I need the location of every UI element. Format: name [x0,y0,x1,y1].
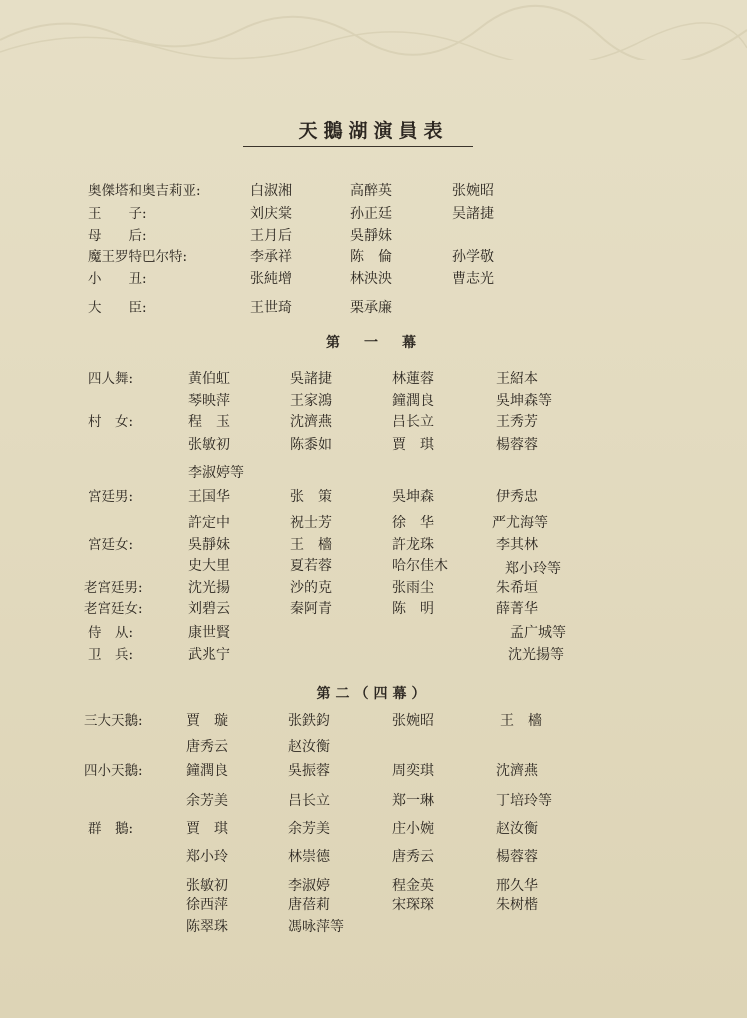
cast-name: 刘庆棠 [250,206,292,222]
cast-name: 张雨尘 [392,580,434,596]
cast-name: 夏若蓉 [290,558,332,574]
cast-name: 周奕琪 [392,763,434,779]
role-label: 侍 从: [88,625,134,641]
role-label: 宮廷女: [88,537,134,553]
cast-name: 朱树楷 [496,897,538,913]
cast-name: 王紹本 [496,371,538,387]
cast-name: 王秀芳 [496,414,538,430]
cast-name: 张 策 [290,489,332,505]
cast-name: 李淑婷 [288,878,330,894]
cast-name: 哈尔佳木 [392,558,448,574]
role-label: 卫 兵: [88,647,134,663]
cast-name: 楊蓉蓉 [496,849,538,865]
cast-name: 吳靜妹 [188,537,230,553]
cast-name: 余芳美 [186,793,228,809]
cast-name: 赵汝衡 [496,821,538,837]
cast-name: 史大里 [188,558,230,574]
cast-name: 张鉄鈞 [288,713,330,729]
cast-name: 琴映萍 [188,393,230,409]
cast-name: 庄小婉 [392,821,434,837]
cast-name: 白淑湘 [250,183,292,199]
cast-name: 賈 琪 [392,437,434,453]
cast-name: 鐘潤良 [186,763,228,779]
cast-name: 张敏初 [186,878,228,894]
cast-name: 吳坤森等 [496,393,552,409]
cast-name: 程 玉 [188,414,230,430]
role-label: 小 丑: [88,271,147,287]
cast-name: 林蓮蓉 [392,371,434,387]
cast-name: 唐蓓莉 [288,897,330,913]
cast-name: 唐秀云 [186,739,228,755]
cast-name: 秦阿青 [290,601,332,617]
role-label: 奥傑塔和奥吉莉亚: [88,183,201,199]
role-label: 四人舞: [88,371,134,387]
cast-name: 王世琦 [250,300,292,316]
cast-name: 祝士芳 [290,515,332,531]
page-title: 天鵝湖演員表 [298,120,449,142]
role-label: 四小天鵝: [84,763,143,779]
cast-name: 赵汝衡 [288,739,330,755]
cast-name: 孙正廷 [350,206,392,222]
cast-name: 沈濟燕 [496,763,538,779]
cast-name: 郑一琳 [392,793,434,809]
cast-name: 賈 璇 [186,713,228,729]
cast-name: 邢久华 [496,878,538,894]
cast-name: 許定中 [188,515,230,531]
cast-name: 丁培玲等 [496,793,552,809]
cast-name: 张婉昭 [452,183,494,199]
cast-name: 武兆宁 [188,647,230,663]
role-label: 老宮廷女: [84,601,143,617]
cast-name: 陈 明 [392,601,434,617]
role-label: 母 后: [88,228,147,244]
cast-name: 朱希垣 [496,580,538,596]
cast-name: 栗承廉 [350,300,392,316]
cast-name: 孙学敬 [452,249,494,265]
cast-name: 薛菁华 [496,601,538,617]
title-underline [243,146,473,147]
cast-name: 唐秀云 [392,849,434,865]
cast-name: 賈 琪 [186,821,228,837]
role-label: 王 子: [88,206,147,222]
cast-name: 陈翠珠 [186,919,228,935]
role-label: 大 臣: [88,300,147,316]
role-label: 群 鵝: [88,821,134,837]
cast-name: 沈光揚等 [508,647,564,663]
cast-name: 王家鴻 [290,393,332,409]
cast-name: 吳靜妹 [350,228,392,244]
cast-name: 吳坤森 [392,489,434,505]
cast-name: 郑小玲等 [505,561,561,577]
role-label: 老宮廷男: [84,580,143,596]
cast-name: 严尤海等 [492,515,548,531]
cast-name: 王国华 [188,489,230,505]
cast-name: 李其林 [496,537,538,553]
cast-name: 林泱泱 [350,271,392,287]
cast-name: 許龙珠 [392,537,434,553]
cast-name: 张婉昭 [392,713,434,729]
role-label: 三大天鵝: [84,713,143,729]
cast-name: 王 檣 [500,713,542,729]
cast-name: 鐘潤良 [392,393,434,409]
cast-name: 徐 华 [392,515,434,531]
cast-name: 沈光揚 [188,580,230,596]
cast-name: 吴諸捷 [452,206,494,222]
act1-heading: 第 一 幕 [326,335,421,351]
cast-name: 黄伯虹 [188,371,230,387]
cast-name: 程金英 [392,878,434,894]
cast-name: 王月后 [250,228,292,244]
cast-name: 吕长立 [288,793,330,809]
role-label: 村 女: [88,414,134,430]
cast-name: 张敏初 [188,437,230,453]
cast-name: 沈濟燕 [290,414,332,430]
cast-name: 陈黍如 [290,437,332,453]
cast-name: 楊蓉蓉 [496,437,538,453]
paper-watermark [0,0,747,60]
cast-name: 曹志光 [452,271,494,287]
cast-name: 张純增 [250,271,292,287]
cast-name: 吕长立 [392,414,434,430]
cast-name: 刘碧云 [188,601,230,617]
cast-name: 徐西萍 [186,897,228,913]
cast-name: 孟广城等 [510,625,566,641]
role-label: 魔王罗特巴尔特: [88,249,188,265]
cast-name: 李淑婷等 [188,465,244,481]
cast-name: 宋琛琛 [392,897,434,913]
cast-name: 高醉英 [350,183,392,199]
role-label: 宮廷男: [88,489,134,505]
cast-name: 李承祥 [250,249,292,265]
cast-name: 沙的克 [290,580,332,596]
cast-name: 余芳美 [288,821,330,837]
cast-name: 康世賢 [188,625,230,641]
act2-heading: 第二（四幕） [316,686,431,702]
cast-name: 吳諸捷 [290,371,332,387]
cast-name: 陈 倫 [350,249,392,265]
cast-name: 王 檣 [290,537,332,553]
cast-name: 郑小玲 [186,849,228,865]
cast-name: 林崇德 [288,849,330,865]
cast-name: 馮咏萍等 [288,919,344,935]
cast-name: 伊秀忠 [496,489,538,505]
cast-name: 吳振蓉 [288,763,330,779]
